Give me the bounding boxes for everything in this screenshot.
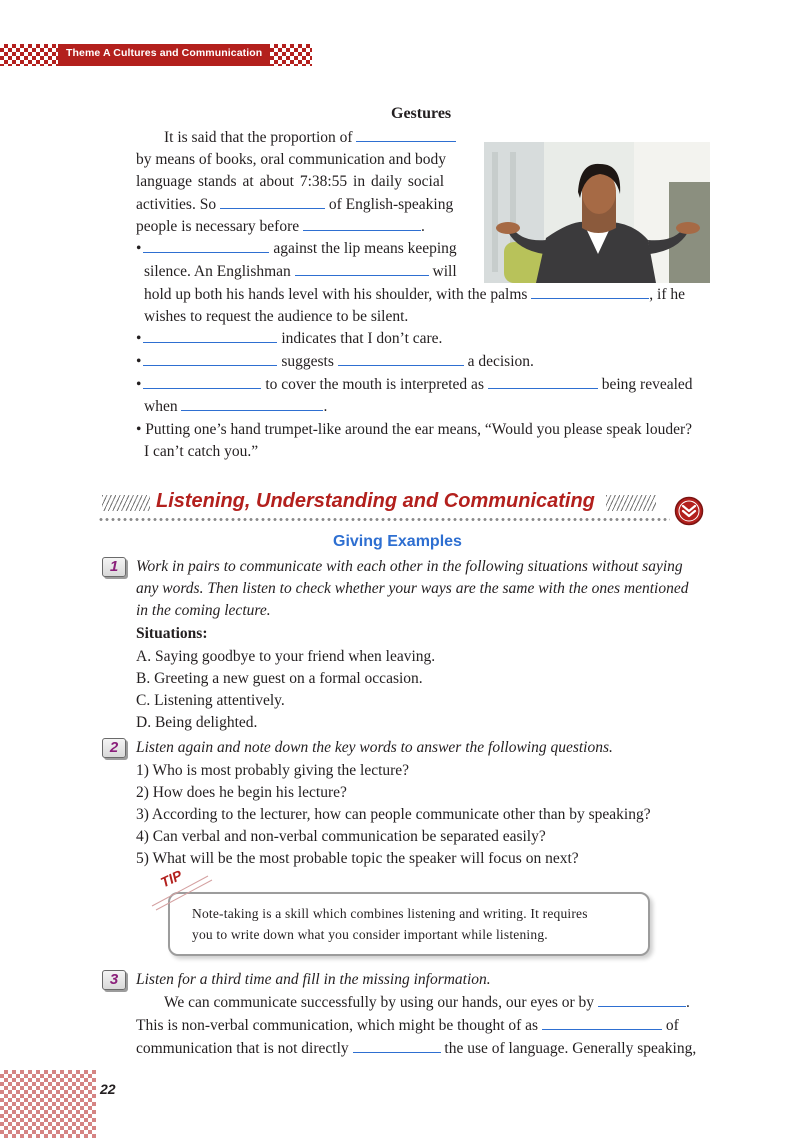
question-item: 5) What will be the most probable topic the speaker will focus on next? bbox=[136, 850, 579, 867]
task-number-badge: 2 bbox=[102, 738, 126, 758]
task1-instruction: any words. Then listen to check whether your ways are the same with the ones mentioned bbox=[136, 580, 689, 597]
task-number-badge: 1 bbox=[102, 557, 126, 577]
task3-line: communication that is not directly the use of language. Generally speaking, bbox=[136, 1040, 697, 1057]
reading-line: • against the lip means keeping bbox=[136, 240, 457, 257]
woman-shrugging-photo bbox=[484, 142, 710, 283]
section-dotted-divider bbox=[98, 517, 670, 522]
fill-blank[interactable] bbox=[143, 351, 277, 366]
question-item: 4) Can verbal and non-verbal communication be separated easily? bbox=[136, 828, 546, 845]
reading-line: It is said that the proportion of bbox=[164, 127, 456, 149]
fill-blank[interactable] bbox=[356, 127, 456, 142]
fill-blank[interactable] bbox=[220, 194, 325, 209]
fill-blank[interactable] bbox=[531, 284, 649, 299]
fill-blank[interactable] bbox=[338, 351, 464, 366]
fill-blank[interactable] bbox=[143, 238, 269, 253]
section-subtitle: Giving Examples bbox=[333, 533, 462, 550]
section-hatch-left bbox=[102, 495, 150, 511]
page-number: 22 bbox=[100, 1081, 116, 1097]
reading-line: by means of books, oral communication and body bbox=[136, 151, 446, 168]
task1-instruction: in the coming lecture. bbox=[136, 602, 271, 619]
situation-item: B. Greeting a new guest on a formal occasion. bbox=[136, 670, 423, 687]
fill-blank[interactable] bbox=[143, 328, 277, 343]
reading-line: silence. An Englishman will bbox=[144, 263, 457, 280]
double-chevron-down-icon[interactable] bbox=[674, 496, 704, 526]
task1-instruction: Work in pairs to communicate with each other in the following situations without saying bbox=[136, 558, 683, 575]
reading-line: I can’t catch you.” bbox=[144, 443, 259, 460]
situation-item: C. Listening attentively. bbox=[136, 692, 285, 709]
fill-blank[interactable] bbox=[295, 261, 429, 276]
fill-blank[interactable] bbox=[542, 1015, 662, 1030]
reading-line: • Putting one’s hand trumpet-like around the ear means, “Would you please speak louder? bbox=[136, 421, 692, 438]
fill-blank[interactable] bbox=[598, 992, 686, 1007]
fill-blank[interactable] bbox=[181, 396, 323, 411]
fill-blank[interactable] bbox=[303, 216, 421, 231]
header-label: Theme A Cultures and Communication bbox=[66, 47, 263, 59]
tip-text: Note-taking is a skill which combines listening and writing. It requires bbox=[192, 906, 588, 921]
reading-line: wishes to request the audience to be silent. bbox=[144, 308, 409, 325]
reading-line: hold up both his hands level with his shoulder, with the palms , if he bbox=[144, 286, 686, 303]
question-item: 1) Who is most probably giving the lecture? bbox=[136, 762, 410, 779]
situation-item: A. Saying goodbye to your friend when leaving. bbox=[136, 648, 436, 665]
fill-blank[interactable] bbox=[353, 1038, 441, 1053]
task3-line: This is non-verbal communication, which might be thought of as of bbox=[136, 1017, 679, 1034]
reading-line: when . bbox=[144, 398, 328, 415]
reading-line: language stands at about 7:38:55 in daily social bbox=[136, 173, 445, 190]
section-title: Listening, Understanding and Communicating bbox=[156, 490, 595, 512]
task3-line: We can communicate successfully by using our hands, our eyes or by . bbox=[164, 994, 690, 1011]
situation-item: D. Being delighted. bbox=[136, 714, 258, 731]
task2-instruction: Listen again and note down the key words to answer the following questions. bbox=[136, 739, 613, 756]
tip-box bbox=[168, 892, 650, 956]
question-item: 2) How does he begin his lecture? bbox=[136, 784, 347, 801]
reading-title: Gestures bbox=[391, 105, 452, 122]
task3-instruction: Listen for a third time and fill in the missing information. bbox=[136, 971, 491, 988]
reading-line: people is necessary before . bbox=[136, 218, 425, 235]
section-hatch-right bbox=[606, 495, 656, 511]
fill-blank[interactable] bbox=[143, 374, 261, 389]
question-item: 3) According to the lecturer, how can people communicate other than by speaking? bbox=[136, 806, 651, 823]
reading-line: activities. So of English-speaking bbox=[136, 196, 454, 213]
situations-label: Situations: bbox=[136, 625, 208, 642]
footer-pixel-decoration bbox=[0, 1070, 96, 1138]
reading-line: • suggests a decision. bbox=[136, 353, 534, 370]
tip-label: TIP bbox=[158, 866, 185, 891]
fill-blank[interactable] bbox=[488, 374, 598, 389]
reading-line: • to cover the mouth is interpreted as being revealed bbox=[136, 376, 693, 393]
reading-line: • indicates that I don’t care. bbox=[136, 330, 443, 347]
task-number-badge: 3 bbox=[102, 970, 126, 990]
tip-text: you to write down what you consider important while listening. bbox=[192, 927, 548, 942]
